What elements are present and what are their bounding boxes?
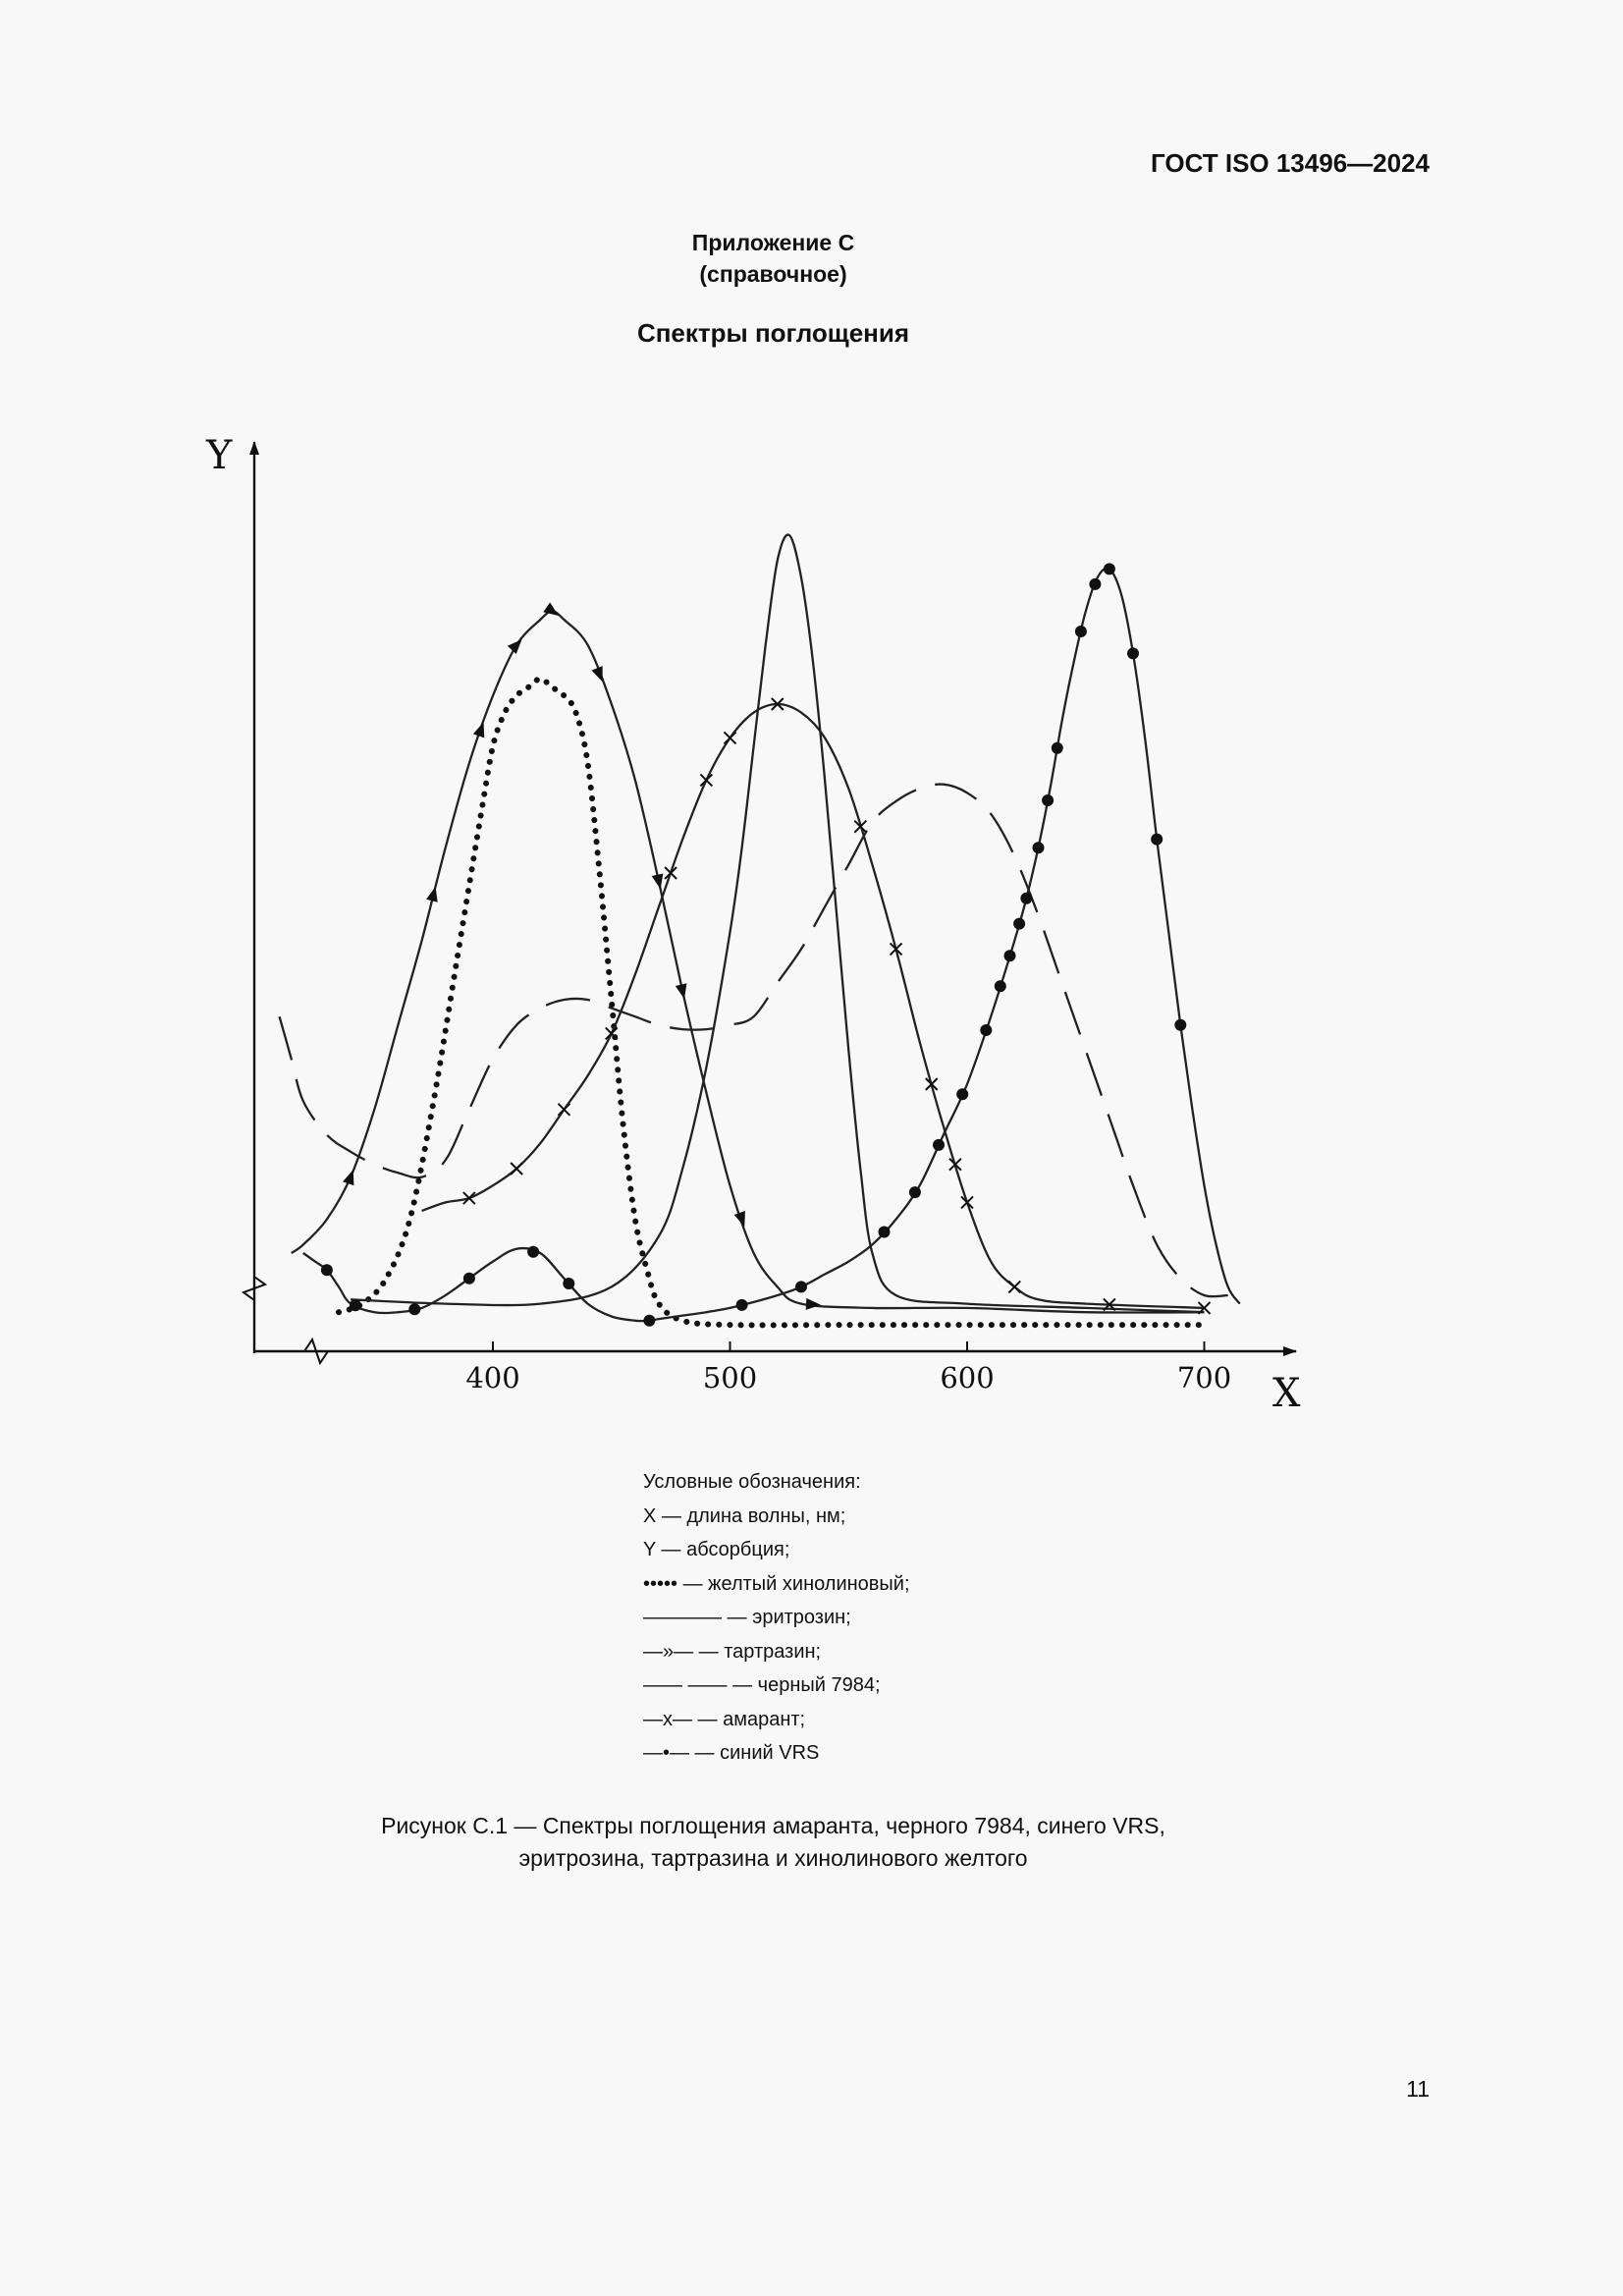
cross-marker bbox=[1008, 1281, 1020, 1292]
circle-marker bbox=[321, 1264, 333, 1276]
circle-marker bbox=[408, 1303, 420, 1315]
page-number: 11 bbox=[1406, 2076, 1430, 2102]
circle-marker bbox=[795, 1281, 807, 1292]
arrow-marker bbox=[343, 1168, 358, 1185]
circle-marker bbox=[1127, 647, 1139, 659]
circle-marker bbox=[1004, 950, 1016, 961]
series-3 bbox=[280, 785, 1228, 1297]
legend-item-y: Y — абсорбция; bbox=[643, 1539, 790, 1560]
cross-marker bbox=[558, 1104, 569, 1116]
circle-marker bbox=[1089, 578, 1101, 590]
x-ticks bbox=[465, 1341, 1231, 1394]
cross-marker bbox=[725, 732, 736, 743]
figure-caption-line-2: эритрозина, тартразина и хинолинового желтого bbox=[518, 1845, 1028, 1871]
circle-marker bbox=[350, 1299, 361, 1311]
x-tick-label: 700 bbox=[1176, 1361, 1232, 1394]
arrow-marker bbox=[806, 1298, 822, 1311]
cross-marker bbox=[700, 774, 712, 786]
arrow-marker bbox=[543, 602, 562, 620]
series-line-blue-vrs bbox=[303, 568, 1240, 1321]
circle-marker bbox=[933, 1139, 945, 1151]
series-2 bbox=[292, 602, 1205, 1312]
circle-marker bbox=[879, 1227, 891, 1238]
legend-item-black-7984: —— —— — черный 7984; bbox=[643, 1674, 881, 1696]
circle-marker bbox=[527, 1246, 539, 1258]
circle-marker bbox=[1104, 563, 1115, 574]
series-0 bbox=[339, 679, 1205, 1325]
series-4 bbox=[422, 698, 1211, 1314]
arrow-marker bbox=[592, 666, 609, 683]
legend-item-erythrosine: ———— — эритрозин; bbox=[643, 1607, 851, 1628]
legend-title: Условные обозначения: bbox=[643, 1471, 861, 1493]
appendix-note: (справочное) bbox=[699, 261, 847, 287]
figure-caption bbox=[0, 1810, 1546, 1875]
series-layer bbox=[280, 535, 1240, 1327]
circle-marker bbox=[1013, 918, 1025, 930]
series-line-quinoline-yellow bbox=[339, 679, 1205, 1325]
legend-item-quinoline-yellow: ••••• — желтый хинолиновый; bbox=[643, 1572, 910, 1595]
cross-marker bbox=[511, 1163, 522, 1175]
circle-marker bbox=[909, 1186, 921, 1198]
circle-marker bbox=[1174, 1019, 1186, 1031]
circle-marker bbox=[1033, 842, 1045, 853]
x-tick-label: 500 bbox=[702, 1361, 758, 1394]
circle-marker bbox=[1151, 834, 1163, 846]
document-code: ГОСТ ISO 13496—2024 bbox=[1150, 148, 1430, 178]
y-axis-label: Y bbox=[206, 433, 233, 478]
circle-marker bbox=[736, 1299, 748, 1311]
x-tick-label: 400 bbox=[465, 1361, 520, 1394]
circle-marker bbox=[956, 1088, 968, 1100]
series-line-black-7984 bbox=[280, 785, 1228, 1297]
circle-marker bbox=[463, 1273, 475, 1285]
series-line-amaranth bbox=[422, 704, 1205, 1308]
legend-item-tartrazine: —»— — тартразин; bbox=[643, 1640, 822, 1663]
legend bbox=[643, 1465, 910, 1771]
x-tick-label: 600 bbox=[940, 1361, 995, 1394]
arrow-marker bbox=[508, 635, 526, 654]
arrow-marker bbox=[473, 720, 489, 738]
legend-item-amaranth: —x— — амарант; bbox=[643, 1708, 806, 1730]
circle-marker bbox=[643, 1315, 655, 1327]
legend-item-x: X — длина волны, нм; bbox=[643, 1504, 846, 1527]
section-title: Спектры поглощения bbox=[636, 318, 910, 348]
circle-marker bbox=[1075, 626, 1087, 637]
appendix-title: Приложение С bbox=[691, 230, 855, 255]
circle-marker bbox=[995, 980, 1006, 992]
cross-marker bbox=[606, 1027, 618, 1039]
circle-marker bbox=[563, 1278, 574, 1289]
circle-marker bbox=[1020, 893, 1032, 904]
arrow-marker bbox=[676, 983, 690, 1000]
legend-item-blue-vrs: —•— — синий VRS bbox=[643, 1742, 820, 1764]
arrow-marker bbox=[426, 885, 441, 902]
arrow-marker bbox=[652, 873, 667, 890]
circle-marker bbox=[1052, 742, 1063, 754]
circle-marker bbox=[1042, 794, 1054, 806]
x-axis-label: X bbox=[1272, 1371, 1301, 1416]
cross-marker bbox=[961, 1196, 973, 1208]
figure-caption-line-1: Рисунок С.1 — Спектры поглощения амаранта, черного 7984, синего VRS, bbox=[381, 1813, 1165, 1838]
cross-marker bbox=[665, 867, 676, 879]
circle-marker bbox=[980, 1024, 992, 1036]
series-5 bbox=[303, 563, 1240, 1326]
